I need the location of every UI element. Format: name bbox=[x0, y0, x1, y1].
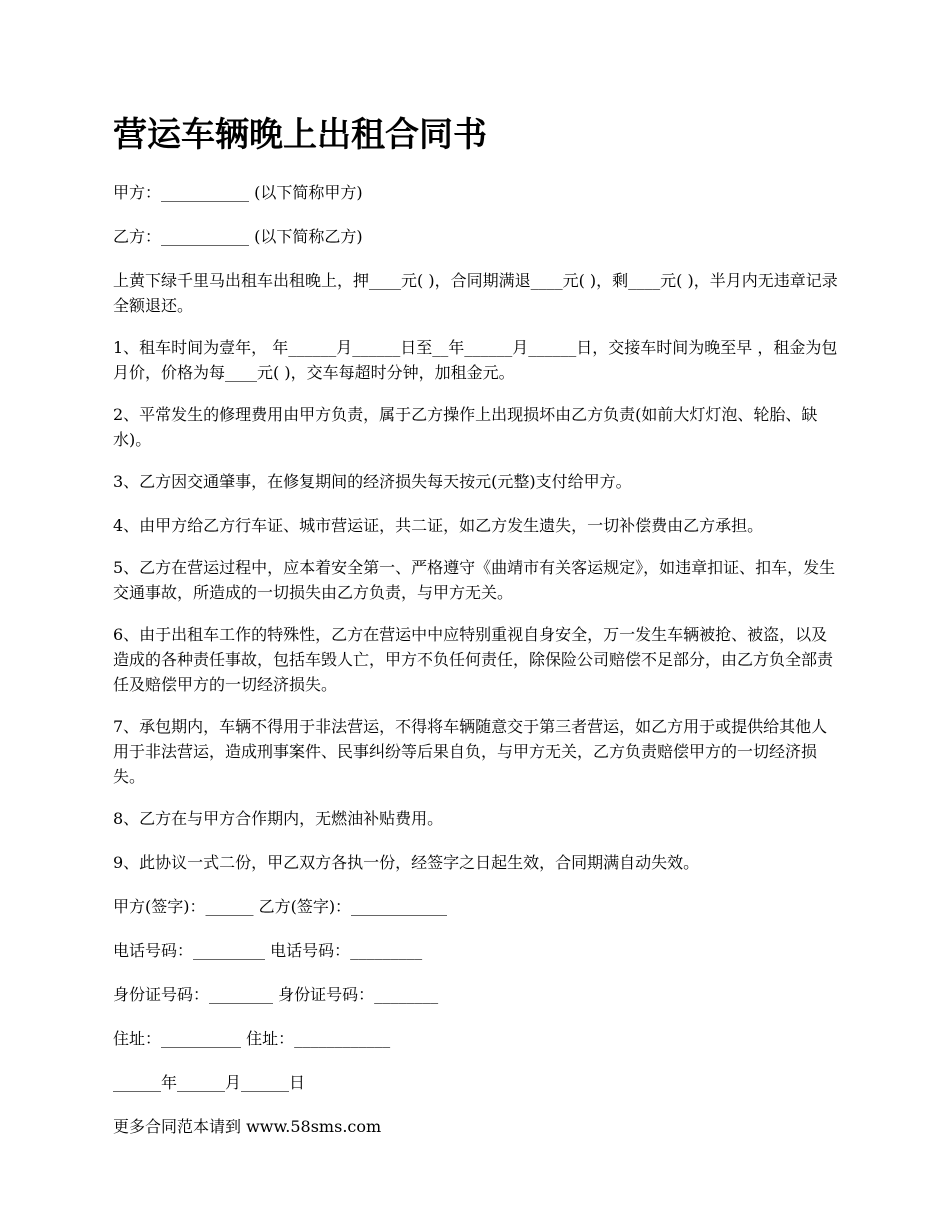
date-line: ______年______月______日 bbox=[113, 1073, 306, 1092]
intro-paragraph: 上黄下绿千里马出租车出租晚上，押____元( )，合同期满退____元( )，剩____元( )，半月内无违章记录全额退还。 bbox=[113, 271, 838, 315]
clause-2: 2、平常发生的修理费用由甲方负责，属于乙方操作上出现损坏由乙方负责(如前大灯灯泡、轮胎、缺水)。 bbox=[113, 405, 818, 449]
clause-4: 4、由甲方给乙方行车证、城市营运证，共二证，如乙方发生遗失，一切补偿费由乙方承担。 bbox=[113, 516, 764, 535]
clause-9: 9、此协议一式二份，甲乙双方各执一份，经签字之日起生效，合同期满自动失效。 bbox=[113, 853, 700, 872]
phone-line: 电话号码：_________ 电话号码：_________ bbox=[113, 941, 423, 960]
clause-8: 8、乙方在与甲方合作期内，无燃油补贴费用。 bbox=[113, 809, 444, 828]
party-a-line: 甲方：___________ (以下简称甲方) bbox=[113, 183, 363, 202]
party-b-line: 乙方：___________ (以下简称乙方) bbox=[113, 227, 363, 246]
document-title: 营运车辆晚上出租合同书 bbox=[113, 115, 487, 155]
clause-3: 3、乙方因交通肇事，在修复期间的经济损失每天按元(元整)支付给甲方。 bbox=[113, 472, 632, 491]
signature-line: 甲方(签字)：______ 乙方(签字)：____________ bbox=[113, 897, 448, 916]
clause-1: 1、租车时间为壹年， 年______月______日至__年______月______日，交接车时间为晚至早 ，租金为包月价，价格为每____元( )，交车每超时分钟，加租金元。 bbox=[113, 338, 838, 382]
footer-line: 更多合同范本请到 www.58sms.com bbox=[113, 1117, 382, 1136]
contract-document bbox=[113, 112, 839, 1158]
clause-6: 6、由于出租车工作的特殊性，乙方在营运中中应特别重视自身安全，万一发生车辆被抢、被盗，以及造成的各种责任事故，包括车毁人亡，甲方不负任何责任，除保险公司赔偿不足部分，由乙方负全部责任及赔偿甲方的一切经济损失。 bbox=[113, 625, 834, 694]
id-number-line: 身份证号码：________ 身份证号码：________ bbox=[113, 985, 439, 1004]
address-line: 住址：__________ 住址：____________ bbox=[113, 1029, 391, 1048]
clause-7: 7、承包期内，车辆不得用于非法营运，不得将车辆随意交于第三者营运，如乙方用于或提供给其他人用于非法营运，造成刑事案件、民事纠纷等后果自负，与甲方无关，乙方负责赔偿甲方的一切经济损失。 bbox=[113, 717, 828, 786]
clause-5: 5、乙方在营运过程中，应本着安全第一、严格遵守《曲靖市有关客运规定》，如违章扣证、扣车，发生交通事故，所造成的一切损失由乙方负责，与甲方无关。 bbox=[113, 558, 836, 602]
